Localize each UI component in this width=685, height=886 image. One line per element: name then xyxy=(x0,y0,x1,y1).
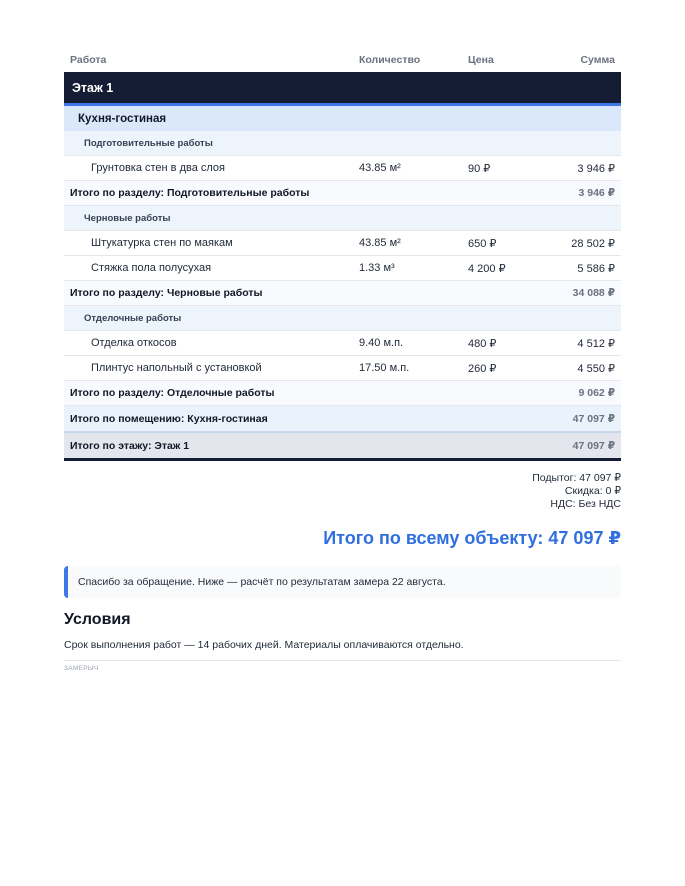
section-row xyxy=(64,131,621,156)
table-row xyxy=(64,256,621,281)
section-total-label: Итого по разделу: Подготовительные работы xyxy=(64,181,547,206)
room-total-label: Итого по помещению: Кухня-гостиная xyxy=(64,406,547,433)
item-sum: 4 512 ₽ xyxy=(547,331,621,356)
section-name: Отделочные работы xyxy=(64,306,621,331)
table-row xyxy=(64,231,621,256)
item-sum: 4 550 ₽ xyxy=(547,356,621,381)
header-price: Цена xyxy=(468,54,494,66)
item-name: Плинтус напольный с установкой xyxy=(64,356,353,381)
section-total-row xyxy=(64,381,621,406)
item-qty: 43.85 м² xyxy=(353,231,462,256)
section-total-row xyxy=(64,281,621,306)
item-sum: 28 502 ₽ xyxy=(547,231,621,256)
item-name: Грунтовка стен в два слоя xyxy=(64,156,353,181)
room-total-row xyxy=(64,406,621,433)
section-total-amount: 9 062 ₽ xyxy=(547,381,621,406)
section-name: Подготовительные работы xyxy=(64,131,621,156)
estimate-content xyxy=(64,48,621,672)
floor-row xyxy=(64,72,621,105)
discount: Скидка: 0 ₽ xyxy=(564,485,621,497)
grand-total: Итого по всему объекту: 47 097 ₽ xyxy=(323,528,621,548)
section-total-label: Итого по разделу: Отделочные работы xyxy=(64,381,547,406)
item-price: 260 ₽ xyxy=(462,356,547,381)
item-price: 90 ₽ xyxy=(462,156,547,181)
item-qty: 9.40 м.п. xyxy=(353,331,462,356)
section-total-row xyxy=(64,181,621,206)
item-qty: 43.85 м² xyxy=(353,156,462,181)
subtotal: Подытог: 47 097 ₽ xyxy=(532,472,621,484)
item-price: 480 ₽ xyxy=(462,331,547,356)
table-header-row xyxy=(64,48,621,72)
section-total-amount: 34 088 ₽ xyxy=(547,281,621,306)
summary-block xyxy=(64,472,621,511)
table-row xyxy=(64,156,621,181)
header-quantity: Количество xyxy=(359,54,421,66)
table-row xyxy=(64,331,621,356)
room-name: Кухня-гостиная xyxy=(64,105,621,132)
item-price: 4 200 ₽ xyxy=(462,256,547,281)
item-name: Отделка откосов xyxy=(64,331,353,356)
header-work: Работа xyxy=(70,54,107,66)
section-name: Черновые работы xyxy=(64,206,621,231)
intro-note: Спасибо за обращение. Ниже — расчёт по результатам замера 22 августа. xyxy=(64,566,621,598)
footer-brand: ЗАМЕРЫЧ xyxy=(64,665,99,672)
item-price: 650 ₽ xyxy=(462,231,547,256)
floor-total-row xyxy=(64,432,621,460)
section-row xyxy=(64,306,621,331)
floor-name: Этаж 1 xyxy=(64,72,621,105)
item-qty: 1.33 м³ xyxy=(353,256,462,281)
room-total-amount: 47 097 ₽ xyxy=(547,406,621,433)
item-name: Стяжка пола полусухая xyxy=(64,256,353,281)
section-row xyxy=(64,206,621,231)
item-sum: 3 946 ₽ xyxy=(547,156,621,181)
estimate-table xyxy=(64,48,621,461)
table-row xyxy=(64,356,621,381)
section-total-amount: 3 946 ₽ xyxy=(547,181,621,206)
conditions-text: Срок выполнения работ — 14 рабочих дней. Материалы оплачиваются отдельно. xyxy=(64,639,464,651)
conditions-title: Условия xyxy=(64,611,131,628)
floor-total-amount: 47 097 ₽ xyxy=(547,432,621,460)
section-total-label: Итого по разделу: Черновые работы xyxy=(64,281,547,306)
item-qty: 17.50 м.п. xyxy=(353,356,462,381)
item-sum: 5 586 ₽ xyxy=(547,256,621,281)
item-name: Штукатурка стен по маякам xyxy=(64,231,353,256)
header-sum: Сумма xyxy=(580,54,615,66)
floor-total-label: Итого по этажу: Этаж 1 xyxy=(64,432,547,460)
room-row xyxy=(64,105,621,132)
vat: НДС: Без НДС xyxy=(550,498,621,510)
footer-divider xyxy=(64,660,621,661)
